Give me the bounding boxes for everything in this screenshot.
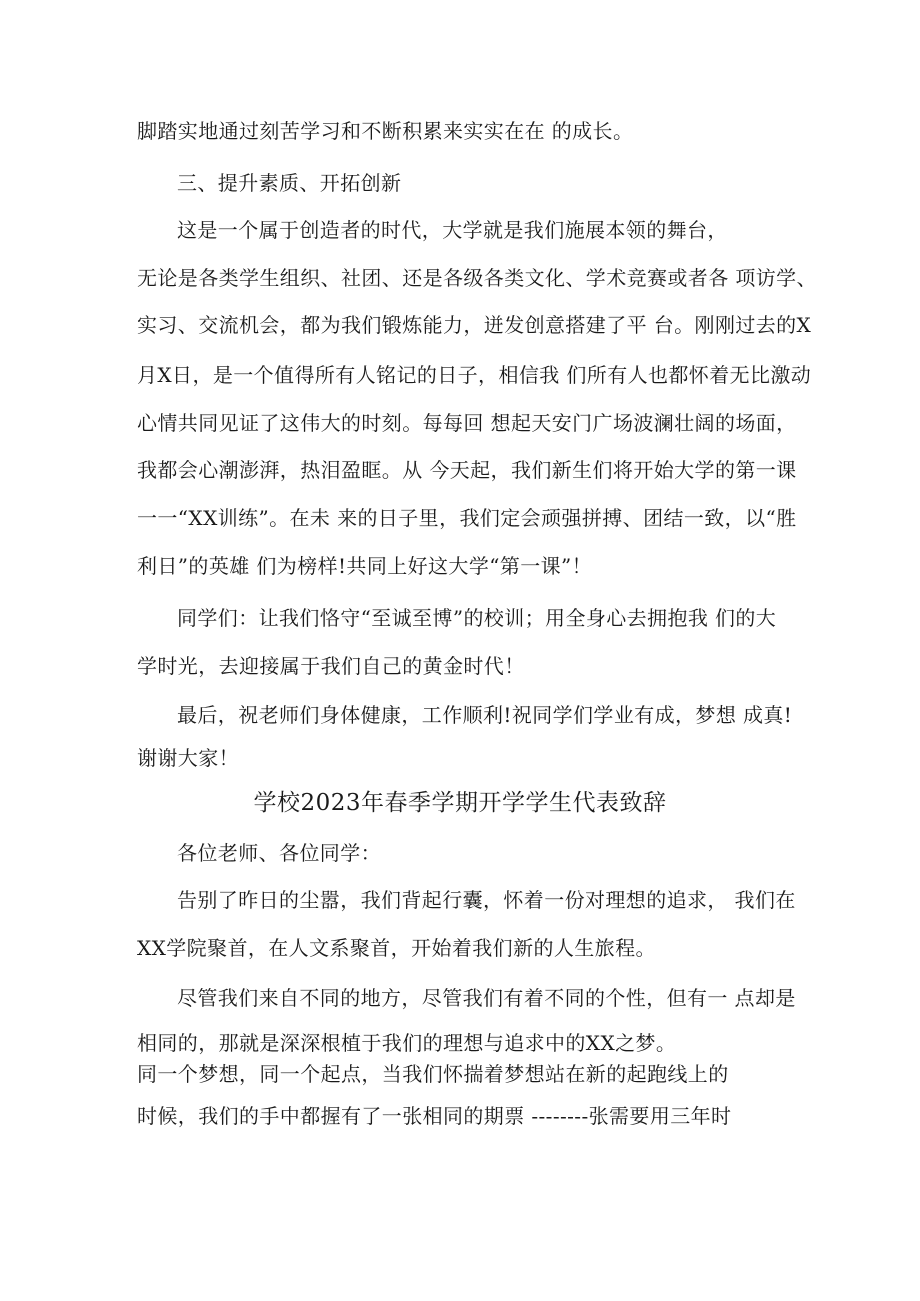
speech-title: 学校2023年春季学期开学学生代表致辞 <box>253 790 667 816</box>
paragraph-line: 这是一个属于创造者的时代，大学就是我们施展本领的舞台， <box>177 218 728 242</box>
paragraph-line: 心情共同见证了这伟大的时刻。每每回 想起天安门广场波澜壮阔的场面， <box>137 411 797 435</box>
paragraph-line: 月X日，是一个值得所有人铭记的日子，相信我 们所有人也都怀着无比激动 <box>137 363 812 387</box>
paragraph-line: 我都会心潮澎湃，热泪盈眶。从 今天起，我们新生们将开始大学的第一课 <box>137 458 797 482</box>
paragraph-line: 同一个梦想，同一个起点，当我们怀揣着梦想站在新的起跑线上的 <box>137 1062 729 1086</box>
paragraph-line: 时候，我们的手中都握有了一张相同的期票 --------张需要用三年时 <box>137 1104 732 1128</box>
paragraph-line: 最后，祝老师们身体健康，工作顺利!祝同学们学业有成，梦想 成真! <box>177 703 793 727</box>
paragraph-line: 同学们：让我们恪守“至诚至博”的校训；用全身心去拥抱我 们的大 <box>177 606 777 630</box>
paragraph-line: 尽管我们来自不同的地方，尽管我们有着不同的个性，但有一 点却是 <box>177 986 796 1010</box>
paragraph-line: 利日”的英雄 们为榜样!共同上好这大学“第一课”！ <box>137 554 593 578</box>
paragraph-line: XX学院聚首，在人文系聚首，开始着我们新的人生旅程。 <box>137 936 656 960</box>
paragraph-line: 脚踏实地通过刻苦学习和不断积累来实实在在 的成长。 <box>137 119 634 143</box>
paragraph-line: 无论是各类学生组织、社团、还是各级各类文化、学术竞赛或者各 项访学、 <box>137 266 817 290</box>
paragraph-line: 告别了昨日的尘嚣，我们背起行囊，怀着一份对理想的追求， 我们在 <box>177 888 796 912</box>
paragraph-line: 实习、交流机会，都为我们锻炼能力，迸发创意搭建了平 台。刚刚过去的X <box>137 313 812 337</box>
paragraph-line: 学时光，去迎接属于我们自己的黄金时代！ <box>137 654 525 678</box>
section-heading: 三、提升素质、开拓创新 <box>177 171 402 195</box>
paragraph-line: 一一“XX训练”。在未 来的日子里，我们定会顽强拼搏、团结一致，以“胜 <box>137 506 797 530</box>
paragraph-line: 相同的，那就是深深根植于我们的理想与追求中的XX之梦。 <box>137 1031 677 1055</box>
salutation: 各位老师、各位同学： <box>177 841 381 865</box>
paragraph-line: 谢谢大家！ <box>137 746 239 770</box>
